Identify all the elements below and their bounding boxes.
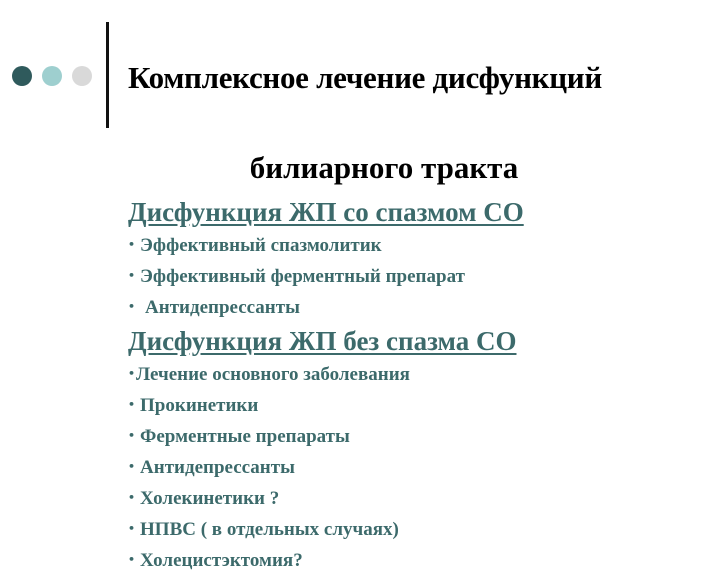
list-item: • Эффективный ферментный препарат (128, 266, 465, 287)
bullet: • (128, 429, 136, 442)
bullet: • (128, 367, 136, 380)
bullet: • (128, 269, 136, 282)
list-item: • Холецистэктомия? (128, 550, 303, 571)
list-item: • НПВС ( в отдельных случаях) (128, 519, 399, 540)
bullet: • (128, 238, 136, 251)
list-item: • Ферментные препараты (128, 426, 350, 447)
slide-title-line2: билиарного тракта (249, 150, 519, 185)
decorative-dots (12, 66, 92, 86)
list-item: • Антидепрессанты (128, 457, 295, 478)
list-item: • Холекинетики ? (128, 488, 280, 509)
slide-content (128, 194, 708, 576)
list-item: • Антидепрессанты (128, 297, 300, 318)
vertical-divider (106, 22, 109, 128)
bullet: • (128, 398, 136, 411)
list-item: • Эффективный спазмолитик (128, 235, 382, 256)
bullet: • (128, 300, 136, 313)
bullet: • (128, 522, 136, 535)
list-item: •Лечение основного заболевания (128, 364, 410, 385)
slide-title-line1: Комплексное лечение дисфункций (128, 60, 602, 95)
list-item: • Прокинетики (128, 395, 259, 416)
bullet: • (128, 491, 136, 504)
light-teal-dot (42, 66, 62, 86)
section-heading-without-spasm: Дисфункция ЖП без спазма СО (128, 326, 517, 356)
section-heading-with-spasm: Дисфункция ЖП со спазмом СО (128, 197, 524, 227)
bullet: • (128, 553, 136, 566)
gray-dot (72, 66, 92, 86)
dark-teal-dot (12, 66, 32, 86)
bullet: • (128, 460, 136, 473)
